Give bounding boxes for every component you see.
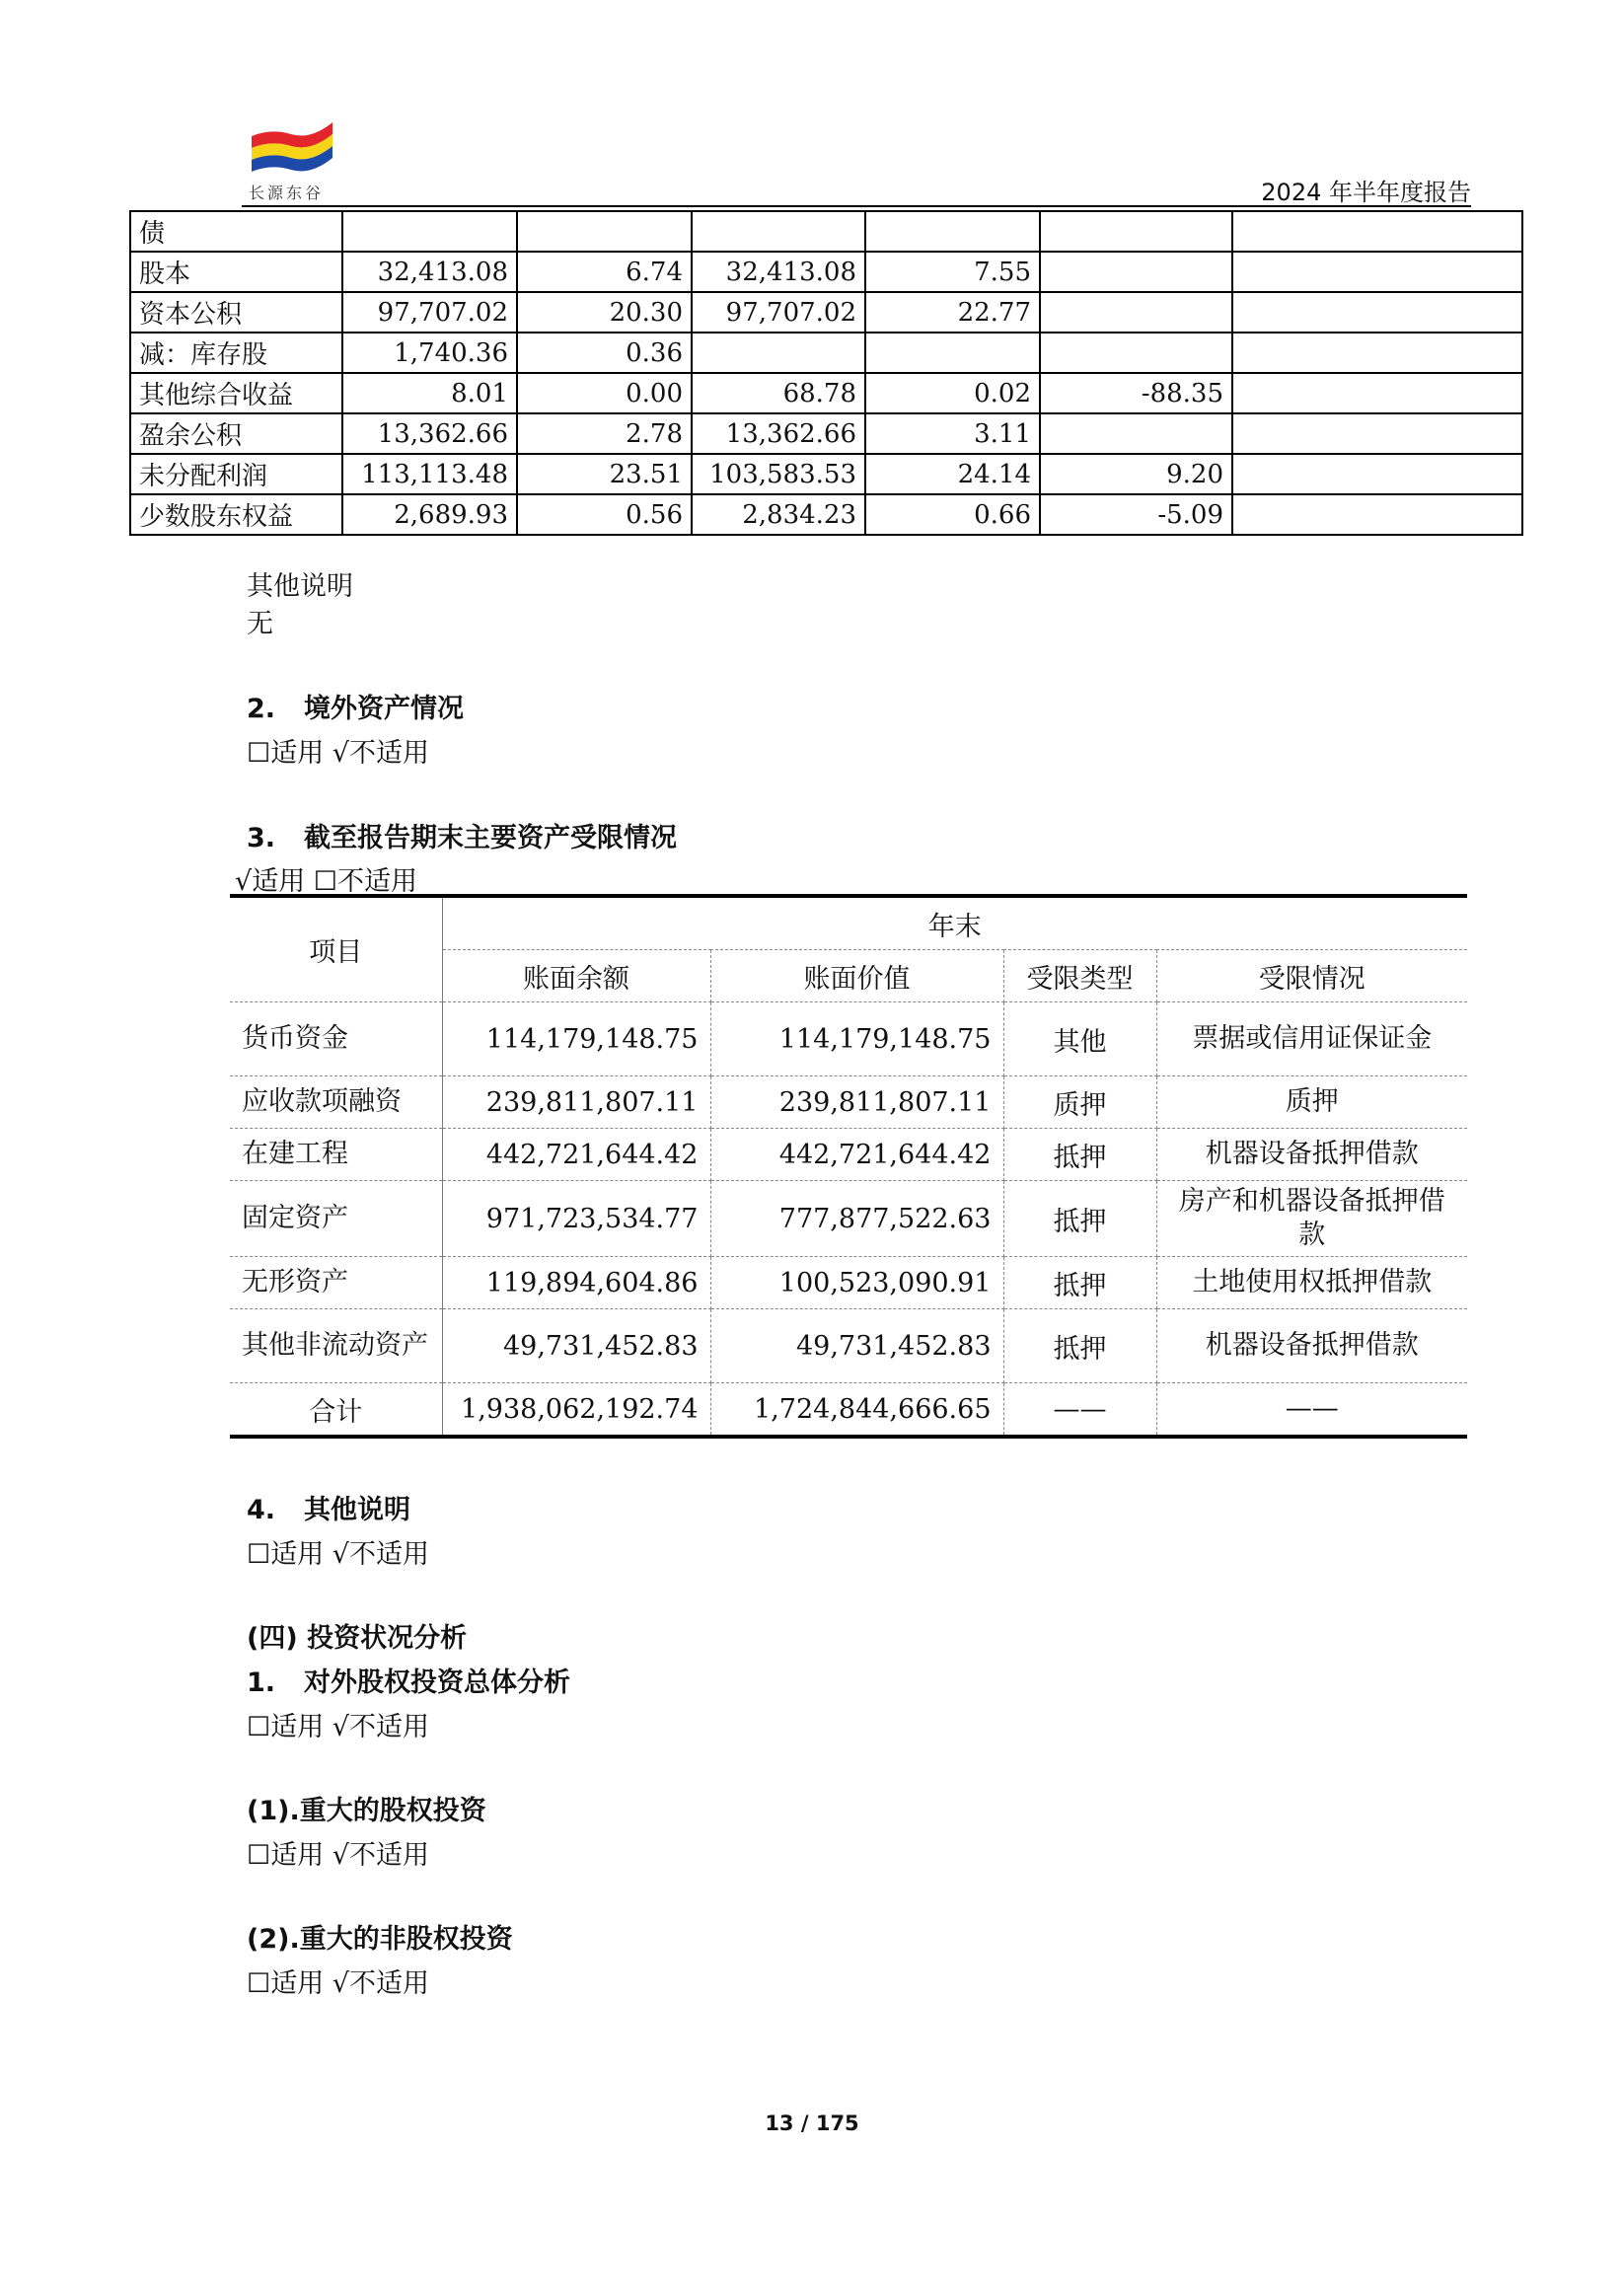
restricted-table-header-row (230, 896, 1467, 950)
restricted-item-name: 固定资产 (230, 1181, 442, 1257)
restricted-item-name: 货币资金 (230, 1002, 442, 1076)
equity-value-cell: 2.78 (517, 413, 692, 454)
section-3-heading (247, 816, 677, 854)
section-3-title: 截至报告期末主要资产受限情况 (304, 823, 677, 853)
restricted-table-row (230, 1257, 1467, 1309)
restricted-balance-cell: 49,731,452.83 (442, 1309, 710, 1383)
equity-item-name: 减：库存股 (130, 333, 342, 373)
logo-text: 长源东谷 (249, 184, 325, 202)
equity-value-cell (1040, 252, 1232, 292)
restricted-book-value-cell: 777,877,522.63 (710, 1181, 1003, 1257)
restricted-item-name: 无形资产 (230, 1257, 442, 1309)
equity-value-cell (1232, 252, 1522, 292)
subsection-1-applicability: ☐适用 √不适用 (247, 1712, 429, 1742)
equity-item-name: 未分配利润 (130, 454, 342, 494)
col-header-balance: 账面余额 (442, 950, 710, 1002)
restricted-detail-cell: 土地使用权抵押借款 (1156, 1257, 1467, 1309)
restricted-detail-cell: 房产和机器设备抵押借款 (1156, 1181, 1467, 1257)
section-2-heading (247, 687, 464, 725)
equity-value-cell (1232, 494, 1522, 535)
equity-item-name: 股本 (130, 252, 342, 292)
other-note-label: 其他说明 (247, 571, 353, 602)
equity-value-cell: 97,707.02 (692, 292, 865, 333)
equity-value-cell: 2,689.93 (342, 494, 517, 535)
restricted-assets-table (230, 894, 1467, 1439)
equity-item-name: 盈余公积 (130, 413, 342, 454)
equity-value-cell: 7.55 (865, 252, 1040, 292)
equity-value-cell: 113,113.48 (342, 454, 517, 494)
restricted-detail-cell: 质押 (1156, 1076, 1467, 1129)
equity-value-cell: 8.01 (342, 373, 517, 413)
col-header-book-value: 账面价值 (710, 950, 1003, 1002)
equity-table-row (130, 292, 1522, 333)
restricted-book-value-cell: 239,811,807.11 (710, 1076, 1003, 1129)
section-4-number: 4. (247, 1495, 276, 1525)
equity-value-cell (1232, 413, 1522, 454)
restricted-table-row (230, 1002, 1467, 1076)
major-non-equity-heading: (2).重大的非股权投资 (247, 1924, 513, 1955)
part-4-heading: (四) 投资状况分析 (247, 1623, 468, 1654)
equity-item-name: 少数股东权益 (130, 494, 342, 535)
restricted-balance-cell: 119,894,604.86 (442, 1257, 710, 1309)
restricted-book-value-cell: 442,721,644.42 (710, 1129, 1003, 1181)
equity-value-cell (1232, 454, 1522, 494)
restricted-detail-cell: 票据或信用证保证金 (1156, 1002, 1467, 1076)
section-2-title: 境外资产情况 (304, 694, 464, 724)
equity-table-row (130, 454, 1522, 494)
equity-value-cell: 6.74 (517, 252, 692, 292)
equity-value-cell: 0.66 (865, 494, 1040, 535)
major-equity-applicability: ☐适用 √不适用 (247, 1840, 429, 1871)
equity-value-cell (1040, 333, 1232, 373)
restricted-balance-cell: 1,938,062,192.74 (442, 1383, 710, 1438)
equity-value-cell (1232, 292, 1522, 333)
equity-value-cell: -88.35 (1040, 373, 1232, 413)
restricted-detail-cell: 机器设备抵押借款 (1156, 1129, 1467, 1181)
equity-value-cell (1232, 373, 1522, 413)
col-header-item: 项目 (230, 896, 442, 1002)
equity-table-row (130, 211, 1522, 252)
subsection-1-title: 对外股权投资总体分析 (304, 1667, 570, 1698)
equity-table-row (130, 333, 1522, 373)
equity-table (129, 210, 1523, 536)
restricted-assets-table-body (230, 896, 1467, 1437)
equity-value-cell: 32,413.08 (692, 252, 865, 292)
equity-value-cell: 68.78 (692, 373, 865, 413)
restricted-book-value-cell: 100,523,090.91 (710, 1257, 1003, 1309)
equity-value-cell: 13,362.66 (692, 413, 865, 454)
equity-value-cell: 13,362.66 (342, 413, 517, 454)
equity-table-row (130, 373, 1522, 413)
equity-value-cell: 22.77 (865, 292, 1040, 333)
equity-value-cell: 0.02 (865, 373, 1040, 413)
restricted-item-name: 应收款项融资 (230, 1076, 442, 1129)
restricted-balance-cell: 442,721,644.42 (442, 1129, 710, 1181)
restricted-detail-cell: 机器设备抵押借款 (1156, 1309, 1467, 1383)
equity-table-body (130, 211, 1522, 535)
equity-value-cell (342, 211, 517, 252)
equity-value-cell: 2,834.23 (692, 494, 865, 535)
restricted-balance-cell: 971,723,534.77 (442, 1181, 710, 1257)
section-2-number: 2. (247, 694, 276, 724)
restricted-type-cell: 抵押 (1003, 1309, 1156, 1383)
equity-value-cell (1040, 211, 1232, 252)
equity-item-name: 资本公积 (130, 292, 342, 333)
equity-value-cell: 1,740.36 (342, 333, 517, 373)
equity-value-cell: 103,583.53 (692, 454, 865, 494)
major-non-equity-applicability: ☐适用 √不适用 (247, 1968, 429, 1999)
section-4-applicability: ☐适用 √不适用 (247, 1539, 429, 1570)
restricted-type-cell: 抵押 (1003, 1129, 1156, 1181)
restricted-table-row (230, 1129, 1467, 1181)
restricted-table-row (230, 1181, 1467, 1257)
equity-table-row (130, 413, 1522, 454)
restricted-table-row (230, 1076, 1467, 1129)
equity-value-cell: 97,707.02 (342, 292, 517, 333)
restricted-book-value-cell: 1,724,844,666.65 (710, 1383, 1003, 1438)
equity-value-cell (1232, 333, 1522, 373)
other-note-value: 无 (247, 609, 273, 639)
section-2-applicability: ☐适用 √不适用 (247, 738, 429, 769)
restricted-item-name: 合计 (230, 1383, 442, 1438)
equity-item-name: 其他综合收益 (130, 373, 342, 413)
subsection-1-heading (247, 1661, 570, 1699)
equity-table-row (130, 494, 1522, 535)
restricted-type-cell: 其他 (1003, 1002, 1156, 1076)
equity-value-cell: 24.14 (865, 454, 1040, 494)
col-header-restriction-detail: 受限情况 (1156, 950, 1467, 1002)
equity-value-cell (1232, 211, 1522, 252)
equity-value-cell (865, 333, 1040, 373)
restricted-detail-cell: —— (1156, 1383, 1467, 1438)
equity-value-cell: 23.51 (517, 454, 692, 494)
equity-value-cell: 3.11 (865, 413, 1040, 454)
subsection-1-number: 1. (247, 1667, 276, 1698)
section-3-applicability: √适用 ☐不适用 (235, 866, 417, 897)
equity-value-cell: 9.20 (1040, 454, 1232, 494)
restricted-item-name: 在建工程 (230, 1129, 442, 1181)
page-number: 13 / 175 (765, 2111, 859, 2135)
equity-value-cell: -5.09 (1040, 494, 1232, 535)
equity-value-cell: 0.00 (517, 373, 692, 413)
section-3-number: 3. (247, 823, 276, 853)
restricted-type-cell: 质押 (1003, 1076, 1156, 1129)
equity-table-row (130, 252, 1522, 292)
restricted-book-value-cell: 114,179,148.75 (710, 1002, 1003, 1076)
col-header-period: 年末 (442, 896, 1467, 950)
restricted-balance-cell: 114,179,148.75 (442, 1002, 710, 1076)
major-equity-heading: (1).重大的股权投资 (247, 1796, 486, 1826)
section-4-heading (247, 1488, 410, 1526)
restricted-table-total-row (230, 1383, 1467, 1438)
equity-value-cell (517, 211, 692, 252)
restricted-book-value-cell: 49,731,452.83 (710, 1309, 1003, 1383)
restricted-type-cell: —— (1003, 1383, 1156, 1438)
restricted-table-row (230, 1309, 1467, 1383)
col-header-restriction-type: 受限类型 (1003, 950, 1156, 1002)
equity-value-cell (1040, 292, 1232, 333)
restricted-item-name: 其他非流动资产 (230, 1309, 442, 1383)
header-divider (242, 205, 1471, 207)
section-4-title: 其他说明 (304, 1495, 410, 1525)
equity-value-cell (692, 211, 865, 252)
equity-value-cell (692, 333, 865, 373)
equity-item-name: 债 (130, 211, 342, 252)
equity-value-cell (1040, 413, 1232, 454)
restricted-type-cell: 抵押 (1003, 1181, 1156, 1257)
company-logo (252, 118, 332, 180)
restricted-type-cell: 抵押 (1003, 1257, 1156, 1309)
equity-value-cell: 20.30 (517, 292, 692, 333)
equity-value-cell (865, 211, 1040, 252)
report-title: 2024 年半年度报告 (1261, 179, 1471, 206)
equity-value-cell: 0.36 (517, 333, 692, 373)
restricted-balance-cell: 239,811,807.11 (442, 1076, 710, 1129)
equity-value-cell: 32,413.08 (342, 252, 517, 292)
equity-value-cell: 0.56 (517, 494, 692, 535)
